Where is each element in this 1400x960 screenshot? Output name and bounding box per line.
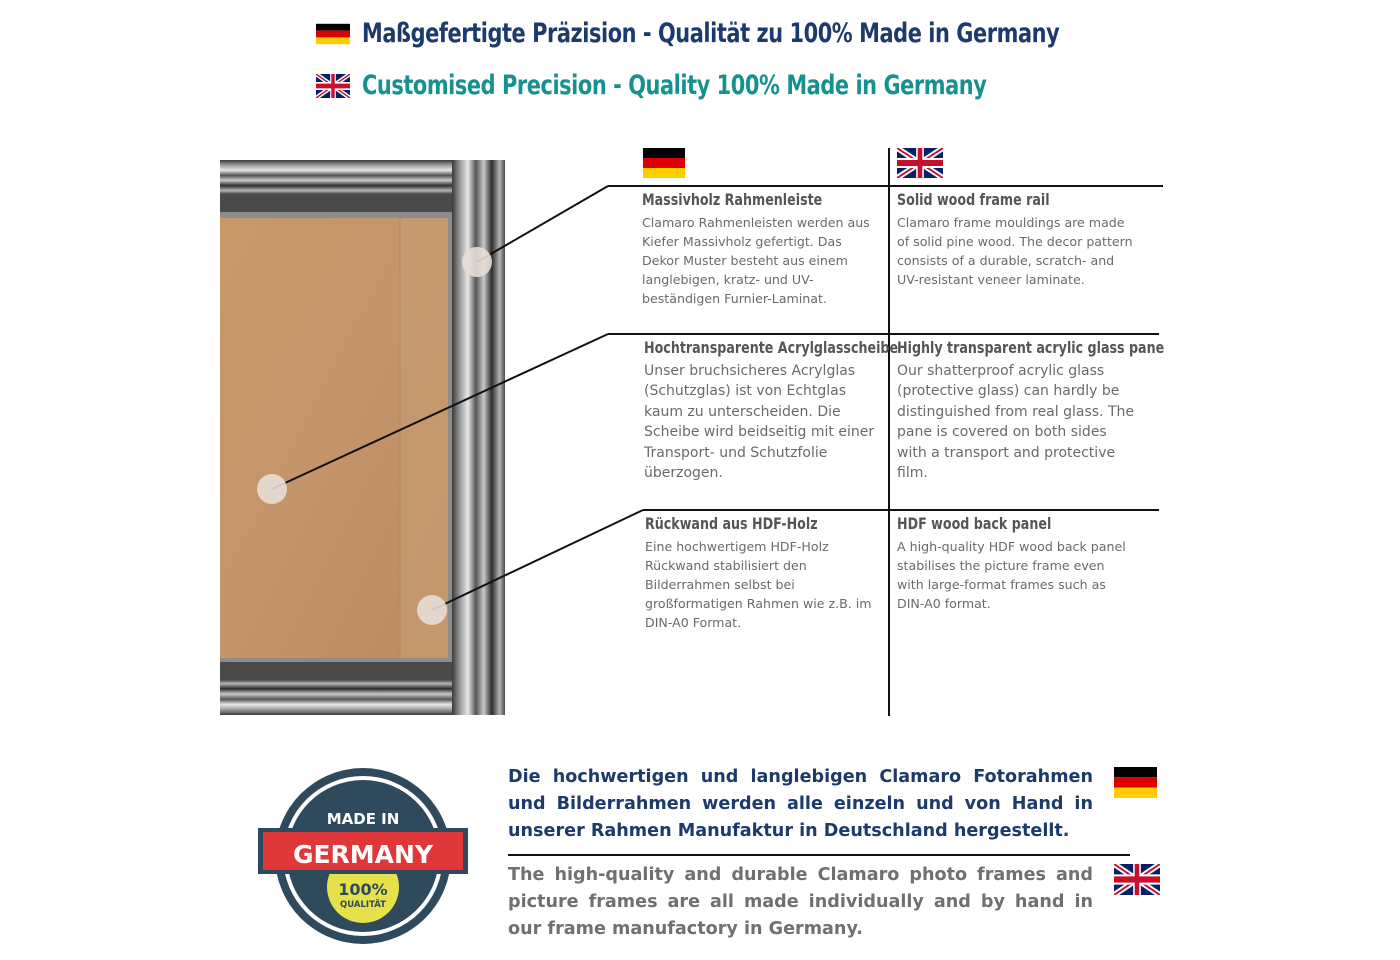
feature-title: Highly transparent acrylic glass pane	[897, 338, 1165, 357]
title-english: Customised Precision - Quality 100% Made in Germany	[362, 70, 987, 101]
german-flag-icon	[316, 22, 350, 46]
feature-frame-rail-de	[642, 190, 880, 308]
statement-german: Die hochwertigen und langlebigen Clamaro Fotorahmen und Bilderrahmen werden alle einzeln und von Hand in unserer Rahmen Manufaktur in Deutschland hergestellt.	[508, 767, 1093, 841]
feature-acrylic-glass-en	[897, 338, 1165, 483]
uk-flag-icon	[316, 74, 350, 98]
feature-title: Hochtransparente Acrylglasscheibe	[644, 338, 899, 357]
header-english	[316, 70, 1088, 101]
feature-frame-rail-en	[897, 190, 1135, 289]
feature-title: Massivholz Rahmenleiste	[642, 190, 823, 209]
feature-title: HDF wood back panel	[897, 514, 1052, 533]
title-german: Maßgefertigte Präzision - Qualität zu 100% Made in Germany	[362, 18, 1060, 49]
german-flag-icon	[643, 148, 685, 178]
feature-description: A high-quality HDF wood back panel stabilises the picture frame even with large-format frames such as DIN-A0 format.	[897, 539, 1126, 611]
badge-text: QUALITÄT	[340, 900, 386, 910]
feature-description: Our shatterproof acrylic glass (protective glass) can hardly be distinguished from real glass. The pane is covered on both sides with a transport and protective film.	[897, 363, 1134, 482]
uk-flag-icon	[897, 148, 943, 178]
feature-acrylic-glass-de	[644, 338, 899, 483]
feature-title: Rückwand aus HDF-Holz	[645, 514, 818, 533]
uk-flag-icon	[1114, 864, 1160, 895]
feature-description: Clamaro Rahmenleisten werden aus Kiefer Massivholz gefertigt. Das Dekor Muster besteht aus einem langlebigen, kratz- und UV-beständigen Furnier-Laminat.	[642, 215, 870, 306]
feature-title: Solid wood frame rail	[897, 190, 1050, 209]
feature-description: Unser bruchsicheres Acrylglas (Schutzglas) ist von Echtglas kaum zu unterscheiden. Die Scheibe wird beidseitig mit einer Transport- und Schutzfolie überzogen.	[644, 363, 875, 482]
feature-description: Eine hochwertigem HDF-Holz Rückwand stabilisiert den Bilderrahmen selbst bei großformatigen Rahmen wie z.B. im DIN-A0 Format.	[645, 539, 872, 630]
feature-back-panel-de	[645, 514, 883, 632]
badge-text: GERMANY	[292, 840, 434, 869]
statement-english: The high-quality and durable Clamaro photo frames and picture frames are all made individually and by hand in our frame manufactory in Germany.	[508, 865, 1093, 939]
header-german	[316, 18, 1173, 49]
badge-text: 100%	[338, 880, 388, 899]
frame-illustration	[220, 160, 505, 715]
german-flag-icon	[1114, 767, 1157, 798]
feature-back-panel-en	[897, 514, 1135, 613]
badge-text: MADE IN	[326, 810, 400, 828]
made-in-germany-badge	[258, 767, 468, 945]
feature-description: Clamaro frame mouldings are made of solid pine wood. The decor pattern consists of a durable, scratch- and UV-resistant veneer laminate.	[897, 215, 1133, 287]
